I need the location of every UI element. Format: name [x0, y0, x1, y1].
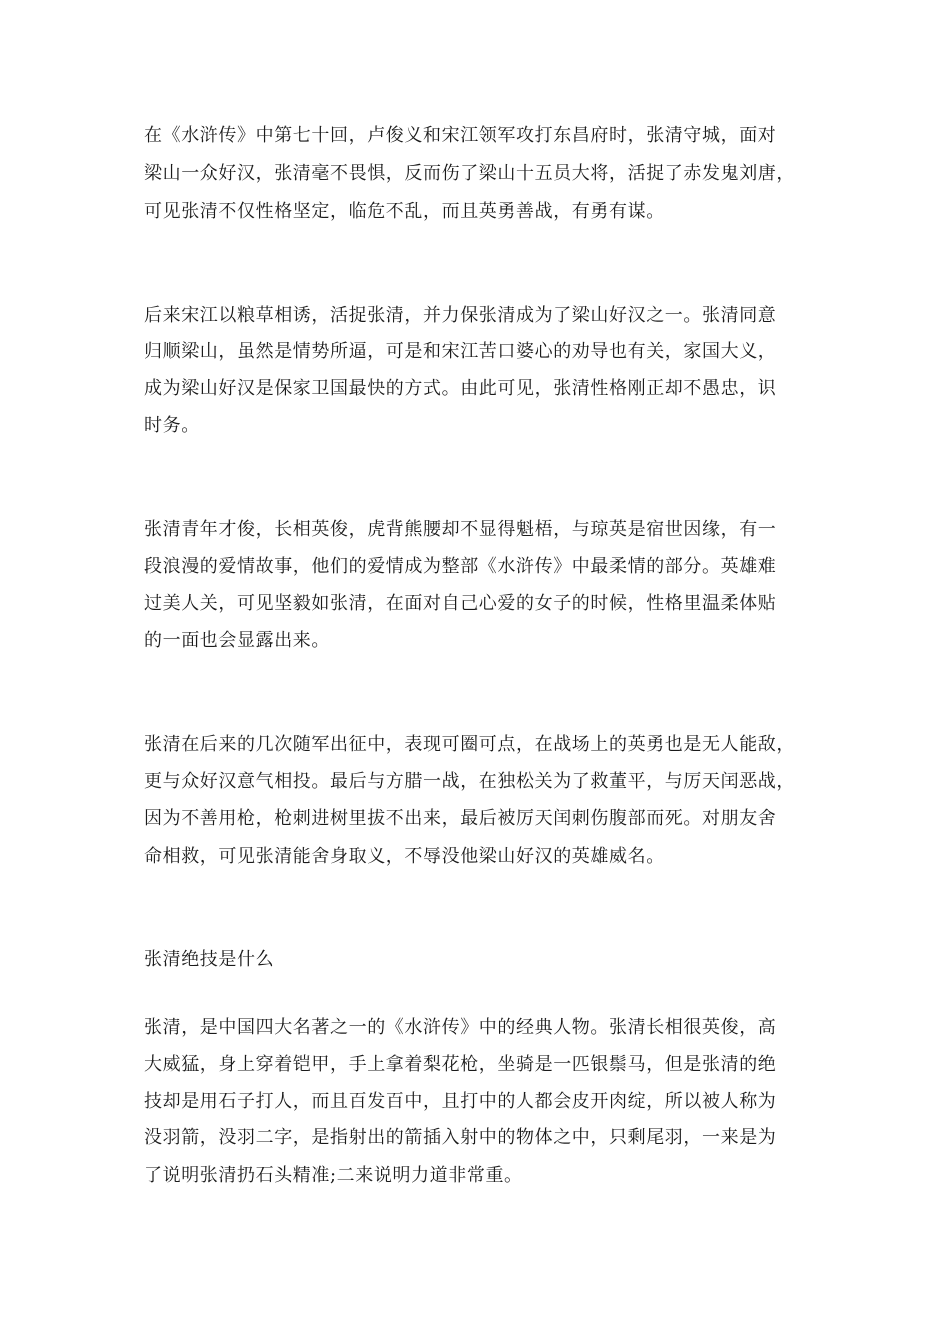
paragraph-2-line-1: 后来宋江以粮草相诱，活捉张清，并力保张清成为了梁山好汉之一。张清同意 — [144, 305, 777, 326]
paragraph-2-line-3: 成为梁山好汉是保家卫国最快的方式。由此可见，张清性格刚正却不愚忠，识 — [144, 378, 777, 399]
paragraph-3-line-4: 的一面也会显露出来。 — [144, 630, 330, 651]
paragraph-5-line-5: 了说明张清扔石头精准;二来说明力道非常重。 — [144, 1165, 523, 1186]
paragraph-4-line-3: 因为不善用枪，枪刺进树里拔不出来，最后被厉天闰刺伤腹部而死。对朋友舍 — [144, 808, 777, 829]
paragraph-3-line-2: 段浪漫的爱情故事，他们的爱情成为整部《水浒传》中最柔情的部分。英雄难 — [144, 556, 777, 577]
section-heading: 张清绝技是什么 — [144, 949, 275, 970]
paragraph-1-line-1: 在《水浒传》中第七十回，卢俊义和宋江领军攻打东昌府时，张清守城，面对 — [144, 125, 777, 146]
paragraph-4-line-4: 命相救，可见张清能舍身取义，不辱没他梁山好汉的英雄威名。 — [144, 846, 665, 867]
paragraph-3-line-1: 张清青年才俊，长相英俊，虎背熊腰却不显得魁梧，与琼英是宿世因缘，有一 — [144, 519, 777, 540]
paragraph-1-line-3: 可见张清不仅性格坚定，临危不乱，而且英勇善战，有勇有谋。 — [144, 201, 665, 222]
paragraph-3-line-3: 过美人关，可见坚毅如张清，在面对自己心爱的女子的时候，性格里温柔体贴 — [144, 593, 777, 614]
paragraph-4-line-1: 张清在后来的几次随军出征中，表现可圈可点，在战场上的英勇也是无人能敌， — [144, 734, 795, 755]
paragraph-2-line-2: 归顺梁山，虽然是情势所逼，可是和宋江苦口婆心的劝导也有关，家国大义， — [144, 341, 777, 362]
paragraph-4-line-2: 更与众好汉意气相投。最后与方腊一战，在独松关为了救董平，与厉天闰恶战， — [144, 771, 795, 792]
paragraph-5-line-1: 张清，是中国四大名著之一的《水浒传》中的经典人物。张清长相很英俊，高 — [144, 1017, 777, 1038]
paragraph-1-line-2: 梁山一众好汉，张清毫不畏惧，反而伤了梁山十五员大将，活捉了赤发鬼刘唐， — [144, 163, 795, 184]
paragraph-5-line-3: 技却是用石子打人，而且百发百中，且打中的人都会皮开肉绽，所以被人称为 — [144, 1091, 777, 1112]
paragraph-5-line-4: 没羽箭，没羽二字，是指射出的箭插入射中的物体之中，只剩尾羽，一来是为 — [144, 1127, 777, 1148]
paragraph-5-line-2: 大威猛，身上穿着铠甲，手上拿着梨花枪，坐骑是一匹银鬃马，但是张清的绝 — [144, 1054, 777, 1075]
paragraph-2-line-4: 时务。 — [144, 415, 200, 436]
